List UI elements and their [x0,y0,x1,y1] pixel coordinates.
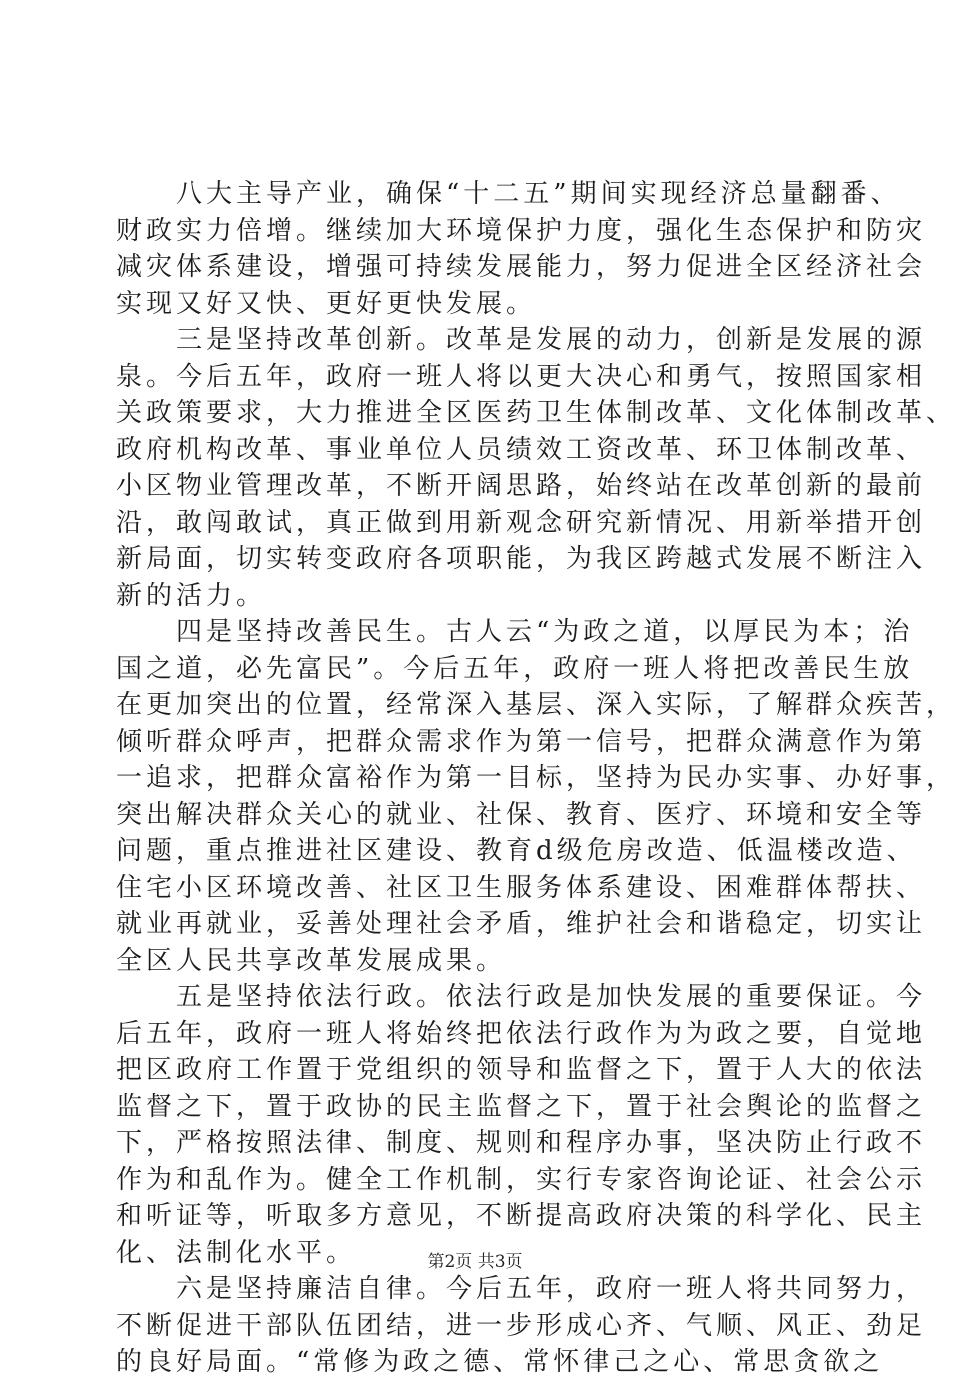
text-line: 全区人民共享改革发展成果。 [116,945,507,976]
text-line: 突出解决群众关心的就业、社保、教育、医疗、环境和安全等 [116,799,927,830]
text-line: 和听证等，听取多方意见，不断提高政府决策的科学化、民主 [116,1201,927,1231]
text-line: 政府机构改革、事业单位人员绩效工资改革、环卫体制改革、 [116,434,927,465]
text-line: 就业再就业，妥善处理社会矛盾，维护社会和谐稳定，切实让 [116,909,927,939]
text-line: 的良好局面。“常修为政之德、常怀律己之心、常思贪欲之 [116,1347,884,1377]
text-line: 新局面，切实转变政府各项职能，为我区跨越式发展不断注入 [116,544,927,574]
text-line: 泉。今后五年，政府一班人将以更大决心和勇气，按照国家相 [116,361,927,392]
text-line: 下，严格按照法律、制度、规则和程序办事，坚决防止行政不 [116,1128,927,1158]
text-line: 六是坚持廉洁自律。今后五年，政府一班人将共同努力， [176,1274,927,1304]
text-line: 化、法制化水平。 [116,1237,357,1268]
text-line: 沿，敢闯敢试，真正做到用新观念研究新情况、用新举措开创 [116,507,927,538]
text-line: 八大主导产业，确保“十二五”期间实现经济总量翻番、 [176,179,901,209]
text-line: 关政策要求，大力推进全区医药卫生体制改革、文化体制改革、 [116,398,956,428]
text-line: 小区物业管理改革，不断开阔思路，始终站在改革创新的最前 [116,471,927,501]
text-line: 五是坚持依法行政。依法行政是加快发展的重要保证。今 [176,982,927,1012]
text-line: 问题，重点推进社区建设、教育d级危房改造、低温楼改造、 [116,836,917,866]
text-line: 实现又好又快、更好更快发展。 [116,288,537,319]
text-line: 作为和乱作为。健全工作机制，实行专家咨询论证、社会公示 [116,1164,927,1195]
text-line: 把区政府工作置于党组织的领导和监督之下，置于人大的依法 [116,1055,927,1085]
text-line: 减灾体系建设，增强可持续发展能力，努力促进全区经济社会 [116,252,927,282]
document-body [116,176,956,1381]
text-line: 后五年，政府一班人将始终把依法行政作为为政之要，自觉地 [116,1018,927,1049]
text-line: 不断促进干部队伍团结，进一步形成心齐、气顺、风正、劲足 [116,1310,927,1341]
text-line: 倾听群众呼声，把群众需求作为第一信号，把群众满意作为第 [116,726,927,757]
text-line: 三是坚持改革创新。改革是发展的动力，创新是发展的源 [176,325,927,355]
text-line: 监督之下，置于政协的民主监督之下，置于社会舆论的监督之 [116,1091,927,1122]
page-footer: 第2页 共3页 [427,1252,523,1272]
text-line: 四是坚持改善民生。古人云“为政之道，以厚民为本；治 [176,617,914,647]
text-line: 新的活力。 [116,580,267,611]
text-line: 住宅小区环境改善、社区卫生服务体系建设、困难群体帮扶、 [116,872,927,903]
text-line: 财政实力倍增。继续加大环境保护力度，强化生态保护和防灾 [116,215,927,246]
text-line: 一追求，把群众富裕作为第一目标，坚持为民办实事、办好事， [116,763,956,793]
text-line: 在更加突出的位置，经常深入基层、深入实际，了解群众疾苦， [116,690,956,720]
text-line: 国之道，必先富民”。今后五年，政府一班人将把改善民生放 [116,653,914,684]
